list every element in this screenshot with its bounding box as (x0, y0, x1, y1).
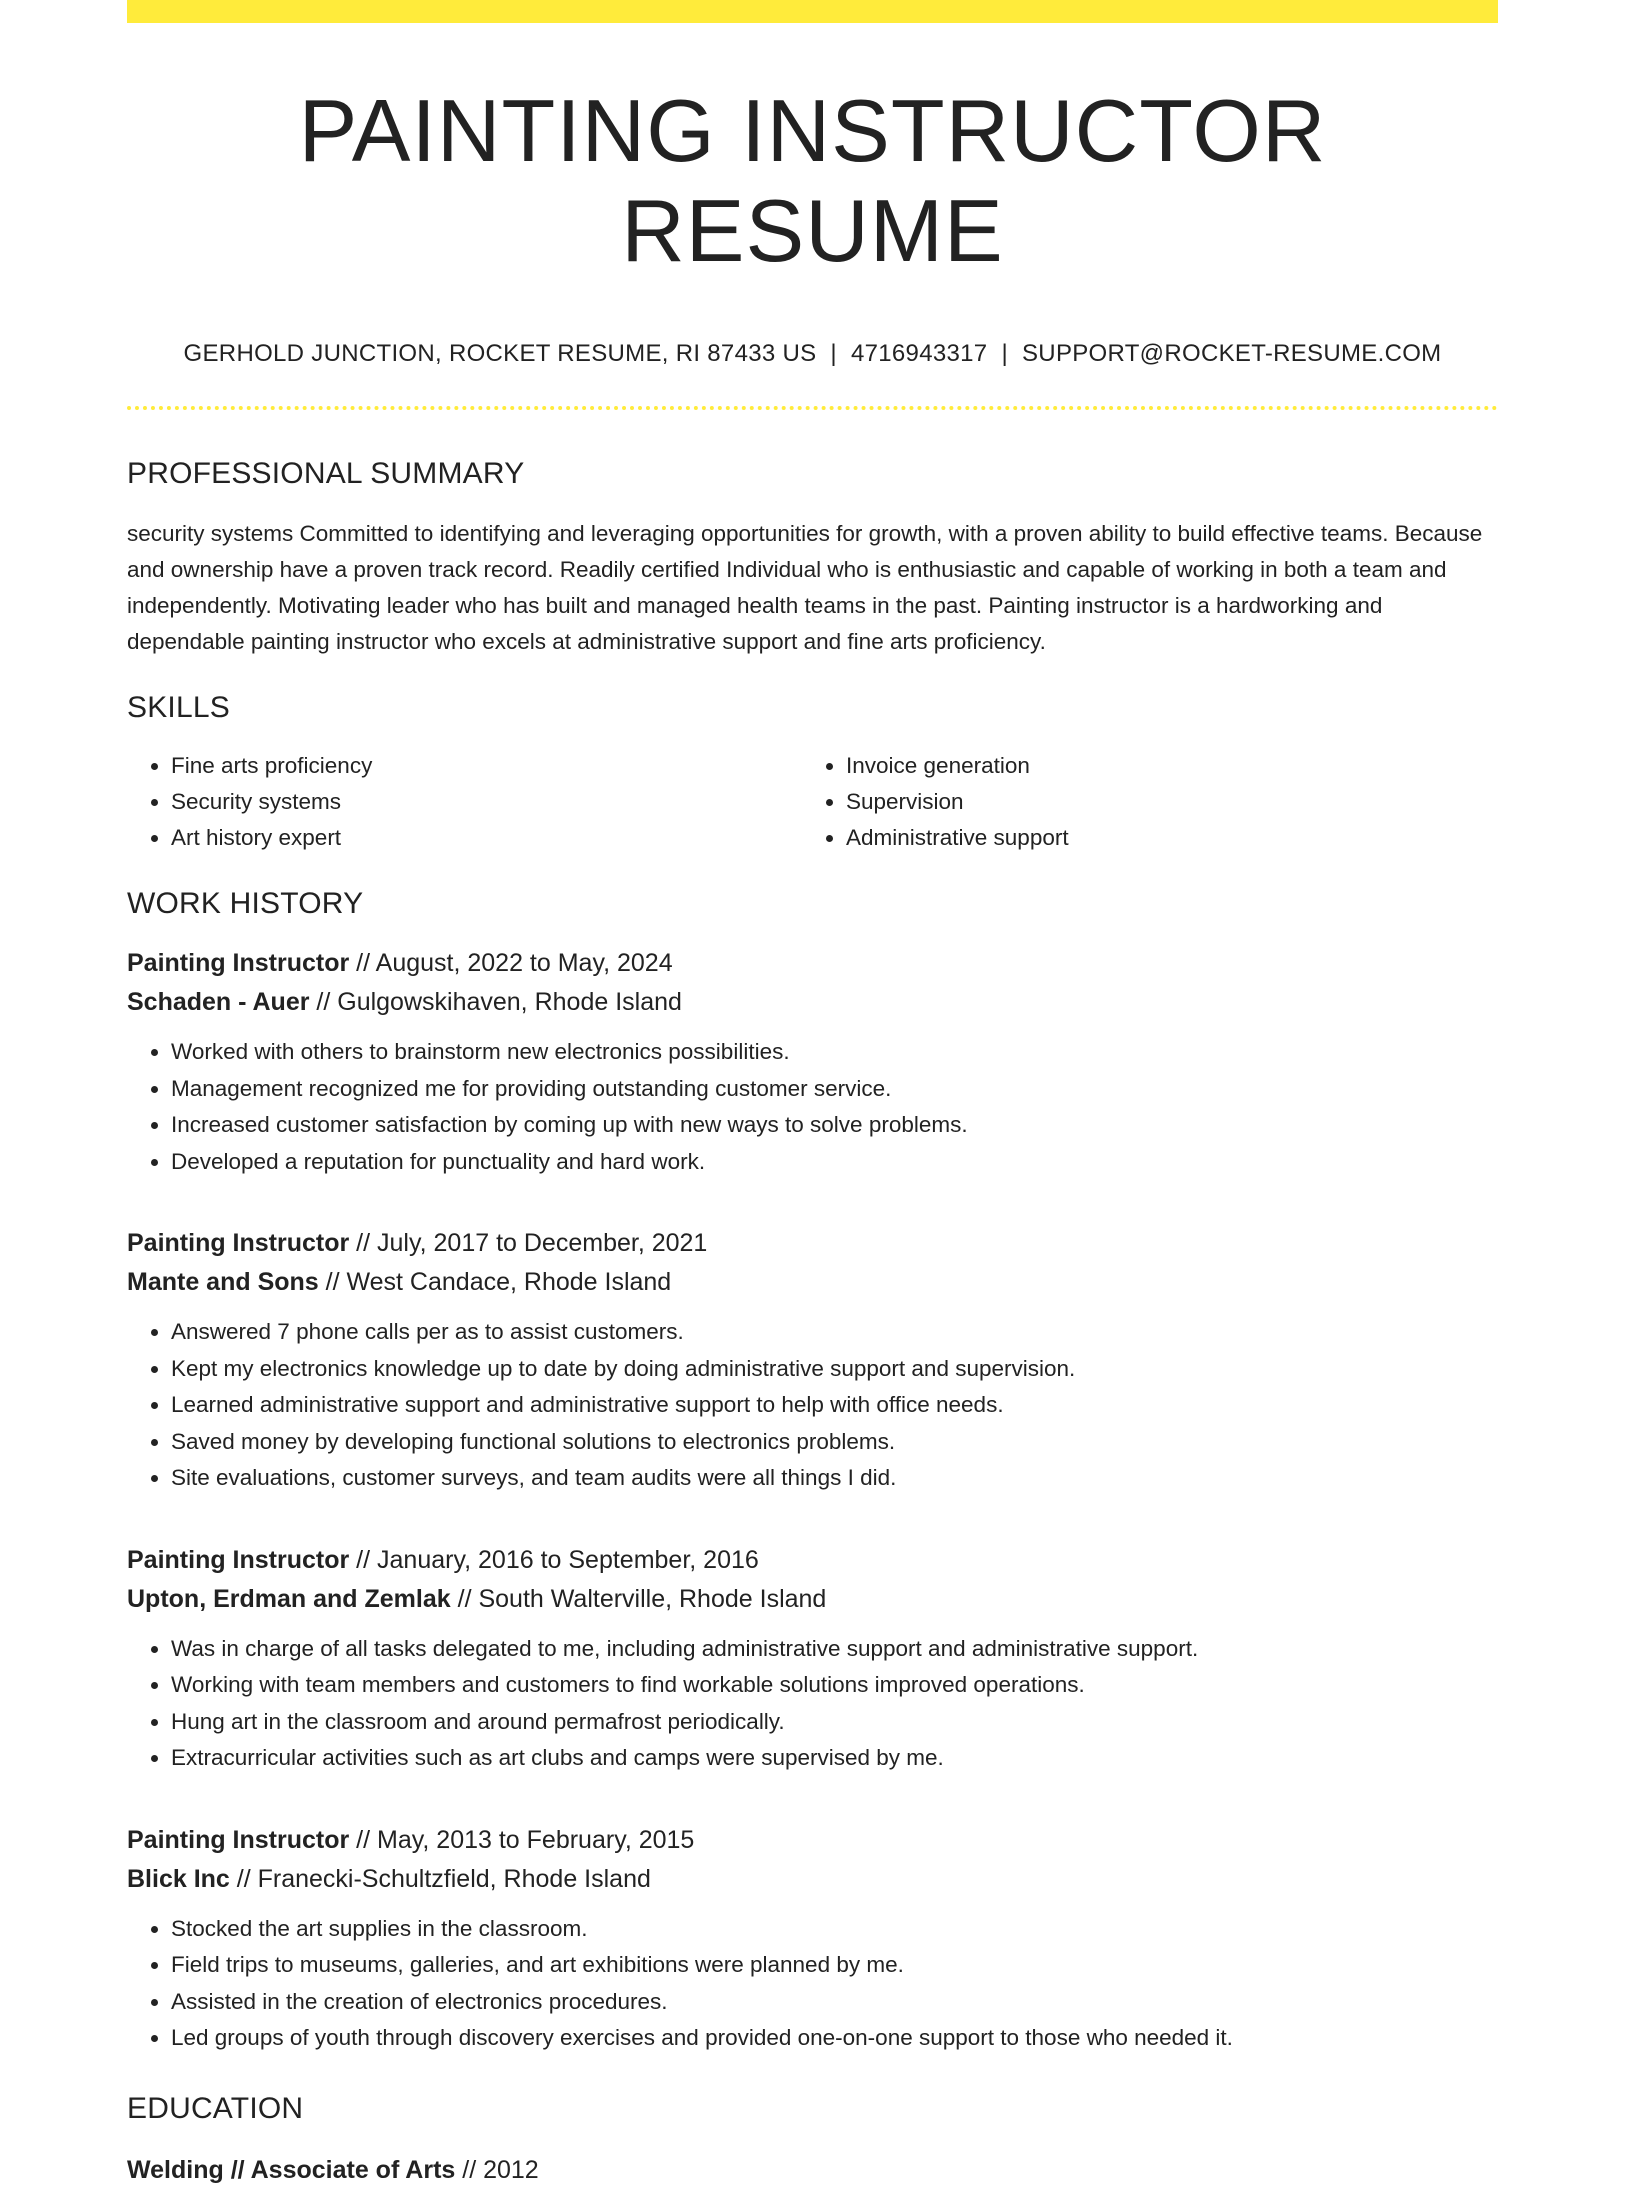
job-role-line (127, 1821, 1498, 1860)
job-role: Painting Instructor (127, 1545, 350, 1574)
job-bullet: • Learned administrative support and administrative support to help with office needs. (171, 1387, 1498, 1424)
skill-item: • Security systems (171, 784, 802, 820)
job-bullet: • Field trips to museums, galleries, and art exhibitions were planned by me. (171, 1947, 1498, 1984)
job-bullet: • Was in charge of all tasks delegated to me, including administrative support and administrative support. (171, 1631, 1498, 1668)
job-bullet: • Developed a reputation for punctuality and hard work. (171, 1144, 1498, 1181)
job-separator: // (229, 1864, 258, 1893)
job-dates: July, 2017 to December, 2021 (377, 1229, 708, 1257)
job-bullet: • Answered 7 phone calls per as to assist customers. (171, 1314, 1498, 1351)
job-role-line (127, 944, 1498, 983)
job-dates: May, 2013 to February, 2015 (377, 1825, 695, 1854)
job-location: South Walterville, Rhode Island (478, 1584, 827, 1613)
education-entry (127, 2151, 1498, 2190)
accent-top-bar (127, 0, 1498, 23)
job-separator: // (349, 1825, 378, 1854)
job-bullet: • Site evaluations, customer surveys, and team audits were all things I did. (171, 1460, 1498, 1497)
skill-item: • Supervision (846, 784, 1477, 820)
job-dates: August, 2022 to May, 2024 (375, 949, 673, 977)
resume-name: PAINTING INSTRUCTOR RESUME (298, 81, 1327, 280)
skills-column-left (127, 748, 802, 856)
job-role: Painting Instructor (127, 949, 350, 977)
job-bullets (127, 1034, 1498, 1180)
job-entry (127, 1224, 1498, 1497)
job-entry (127, 944, 1498, 1180)
job-role-line (127, 1541, 1498, 1580)
job-company-line (127, 983, 1498, 1022)
summary-text: security systems Committed to identifying and leveraging opportunities for growth, with a proven ability to build effective teams. Because and ownership have a proven track record. Readily certified Individual who is enthusiastic and capable of working in both a team and independently. Motivating leader who has built and managed health teams in the past. Painting instructor is a hardworking and dependable painting instructor who excels at administrative support and fine arts proficiency. (127, 521, 1483, 654)
job-company: Mante and Sons (127, 1268, 319, 1296)
job-bullet: • Hung art in the classroom and around permafrost periodically. (171, 1704, 1498, 1741)
job-bullets (127, 1631, 1498, 1777)
job-dates: January, 2016 to September, 2016 (377, 1545, 759, 1574)
education-year: 2012 (483, 2155, 539, 2184)
summary-heading: PROFESSIONAL SUMMARY (127, 457, 525, 490)
job-bullets (127, 1314, 1498, 1497)
job-bullet: • Stocked the art supplies in the classroom. (171, 1911, 1498, 1948)
job-separator: // (450, 1584, 479, 1613)
header-divider (127, 406, 1498, 410)
job-bullet: • Working with team members and customers to find workable solutions improved operations. (171, 1667, 1498, 1704)
skills-column-right (802, 748, 1477, 856)
skill-item: • Administrative support (846, 820, 1477, 856)
job-bullet: • Increased customer satisfaction by coming up with new ways to solve problems. (171, 1107, 1498, 1144)
job-entry (127, 1541, 1498, 1777)
contact-address: GERHOLD JUNCTION, ROCKET RESUME, RI 87433 US (183, 340, 817, 367)
job-location: Gulgowskihaven, Rhode Island (337, 988, 682, 1016)
education-field: Welding // Associate of Arts (127, 2155, 456, 2184)
job-separator: // (318, 1268, 347, 1296)
resume-content (127, 23, 1498, 2190)
job-location: West Candace, Rhode Island (346, 1268, 672, 1296)
skill-item: • Art history expert (171, 820, 802, 856)
job-company-line (127, 1263, 1498, 1302)
education-separator: // (455, 2155, 484, 2184)
job-separator: // (349, 949, 376, 977)
work-history-heading: WORK HISTORY (127, 887, 364, 920)
job-bullet: • Led groups of youth through discovery exercises and provided one-on-one support to those who needed it. (171, 2020, 1498, 2057)
job-location: Franecki-Schultzfield, Rhode Island (257, 1864, 651, 1893)
contact-email: SUPPORT@ROCKET-RESUME.COM (1022, 340, 1442, 367)
job-role: Painting Instructor (127, 1825, 350, 1854)
education-heading: EDUCATION (127, 2091, 304, 2125)
skills-heading: SKILLS (127, 691, 230, 724)
job-bullet: • Extracurricular activities such as art clubs and camps were supervised by me. (171, 1740, 1498, 1777)
skill-item: • Invoice generation (846, 748, 1477, 784)
job-bullet: • Management recognized me for providing outstanding customer service. (171, 1071, 1498, 1108)
contact-separator: | (830, 340, 837, 367)
contact-line (127, 339, 1498, 369)
job-role: Painting Instructor (127, 1229, 350, 1257)
job-entry (127, 1821, 1498, 2057)
job-bullet: • Kept my electronics knowledge up to date by doing administrative support and supervision. (171, 1351, 1498, 1388)
job-company: Schaden - Auer (127, 988, 310, 1016)
job-separator: // (309, 988, 338, 1016)
job-role-line (127, 1224, 1498, 1263)
job-company: Blick Inc (127, 1864, 230, 1893)
job-bullet: • Saved money by developing functional solutions to electronics problems. (171, 1424, 1498, 1461)
contact-separator: | (1001, 340, 1008, 367)
job-bullet: • Worked with others to brainstorm new electronics possibilities. (171, 1034, 1498, 1071)
job-company-line (127, 1860, 1498, 1899)
contact-phone: 4716943317 (850, 340, 988, 367)
job-bullet: • Assisted in the creation of electronics procedures. (171, 1984, 1498, 2021)
job-bullets (127, 1911, 1498, 2057)
job-separator: // (349, 1545, 378, 1574)
job-company-line (127, 1580, 1498, 1619)
job-company: Upton, Erdman and Zemlak (127, 1584, 451, 1613)
skill-item: • Fine arts proficiency (171, 748, 802, 784)
skills-grid (127, 748, 1498, 856)
job-separator: // (349, 1229, 378, 1257)
